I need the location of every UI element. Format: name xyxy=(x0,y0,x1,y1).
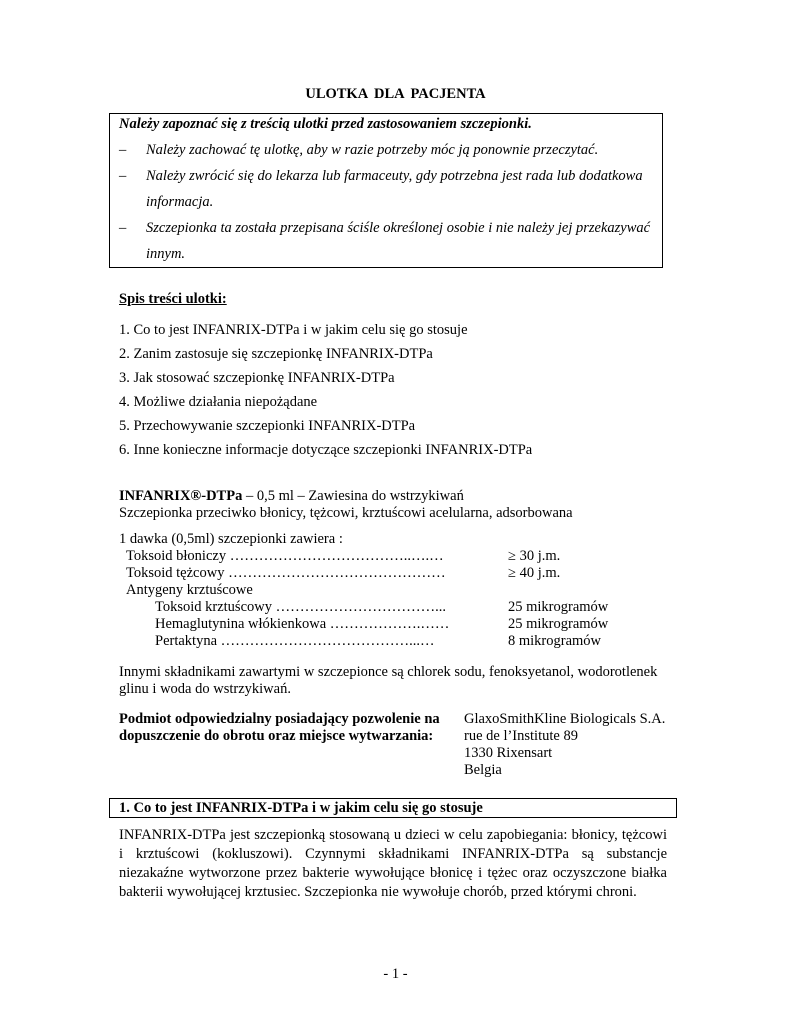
notice-item-text-cont: innym. xyxy=(146,246,186,262)
section-1-body: INFANRIX-DTPa jest szczepionką stosowaną u dzieci w celu zapobiegania: błonicy, tężcowi i krztuścowi (kokluszowi). Czynnymi składnikami INFANRIX-DTPa są substancje niezakaźne wytworzone przez bakterie wywołujące błonicę i tężec oraz oczyszczone białka bakterii wywołującej krztusiec. Szczepionka nie wywołuje chorób, przed którymi chroni. xyxy=(119,827,667,900)
document-title: ULOTKA DLA PACJENTA xyxy=(305,86,486,102)
composition-value: 25 mikrogramów xyxy=(508,599,609,615)
notice-item-text: Należy zwrócić się do lekarza lub farmaceuty, gdy potrzebna jest rada lub dodatkowa xyxy=(146,168,643,184)
other-ingredients-cont: glinu i woda do wstrzykiwań. xyxy=(119,681,291,697)
notice-heading: Należy zapoznać się z treścią ulotki przed zastosowaniem szczepionki. xyxy=(119,116,532,132)
toc-item: 2. Zanim zastosuje się szczepionkę INFANRIX-DTPa xyxy=(119,346,433,362)
address-line: GlaxoSmithKline Biologicals S.A. xyxy=(464,711,666,727)
composition-label: Toksoid krztuścowy ……………………………... xyxy=(155,599,446,615)
dash-bullet: – xyxy=(119,168,127,184)
product-name xyxy=(119,488,464,505)
dash-bullet: – xyxy=(119,142,127,158)
composition-label: Hemaglutynina włókienkowa ……………….…… xyxy=(155,616,450,632)
composition-value: 25 mikrogramów xyxy=(508,616,609,632)
composition-intro: 1 dawka (0,5ml) szczepionki zawiera : xyxy=(119,531,343,547)
product-name-bold: INFANRIX®-DTPa xyxy=(119,488,243,504)
section-1-heading: 1. Co to jest INFANRIX-DTPa i w jakim celu się go stosuje xyxy=(119,800,483,816)
product-description: Szczepionka przeciwko błonicy, tężcowi, krztuścowi acelularna, adsorbowana xyxy=(119,505,573,521)
dash-bullet: – xyxy=(119,220,127,236)
notice-item-text: Szczepionka ta została przepisana ściśle określonej osobie i nie należy jej przekazywać xyxy=(146,220,651,236)
other-ingredients: Innymi składnikami zawartymi w szczepionce są chlorek sodu, fenoksyetanol, wodorotlenek xyxy=(119,664,658,680)
composition-label: Antygeny krztuścowe xyxy=(126,582,253,598)
notice-box xyxy=(109,113,663,268)
holder-label-cont: dopuszczenie do obrotu oraz miejsce wytwarzania: xyxy=(119,728,434,744)
toc-item: 5. Przechowywanie szczepionki INFANRIX-DTPa xyxy=(119,418,416,434)
address-line: 1330 Rixensart xyxy=(464,745,553,761)
composition-value: ≥ 30 j.m. xyxy=(508,548,561,564)
notice-item-text: Należy zachować tę ulotkę, aby w razie potrzeby móc ją ponownie przeczytać. xyxy=(146,142,599,158)
composition-label: Pertaktyna …………………………………...… xyxy=(155,633,435,649)
section-1-heading-box xyxy=(109,798,677,818)
composition-value: ≥ 40 j.m. xyxy=(508,565,561,581)
holder-label: Podmiot odpowiedzialny posiadający pozwolenie na xyxy=(119,711,440,727)
notice-item-text-cont: informacja. xyxy=(146,194,214,210)
page-number: - 1 - xyxy=(383,966,408,982)
toc-item: 6. Inne konieczne informacje dotyczące szczepionki INFANRIX-DTPa xyxy=(119,442,533,458)
toc-heading: Spis treści ulotki: xyxy=(119,291,227,307)
composition-label: Toksoid błoniczy ………………………………..….… xyxy=(126,548,444,564)
toc-item: 3. Jak stosować szczepionkę INFANRIX-DTPa xyxy=(119,370,395,386)
toc-item: 1. Co to jest INFANRIX-DTPa i w jakim celu się go stosuje xyxy=(119,322,468,338)
address-line: rue de l’Institute 89 xyxy=(464,728,578,744)
address-line: Belgia xyxy=(464,762,502,778)
composition-label: Toksoid tężcowy ……………………………………… xyxy=(126,565,446,581)
composition-value: 8 mikrogramów xyxy=(508,633,602,649)
toc-item: 4. Możliwe działania niepożądane xyxy=(119,394,318,410)
product-name-rest: – 0,5 ml – Zawiesina do wstrzykiwań xyxy=(242,488,464,504)
